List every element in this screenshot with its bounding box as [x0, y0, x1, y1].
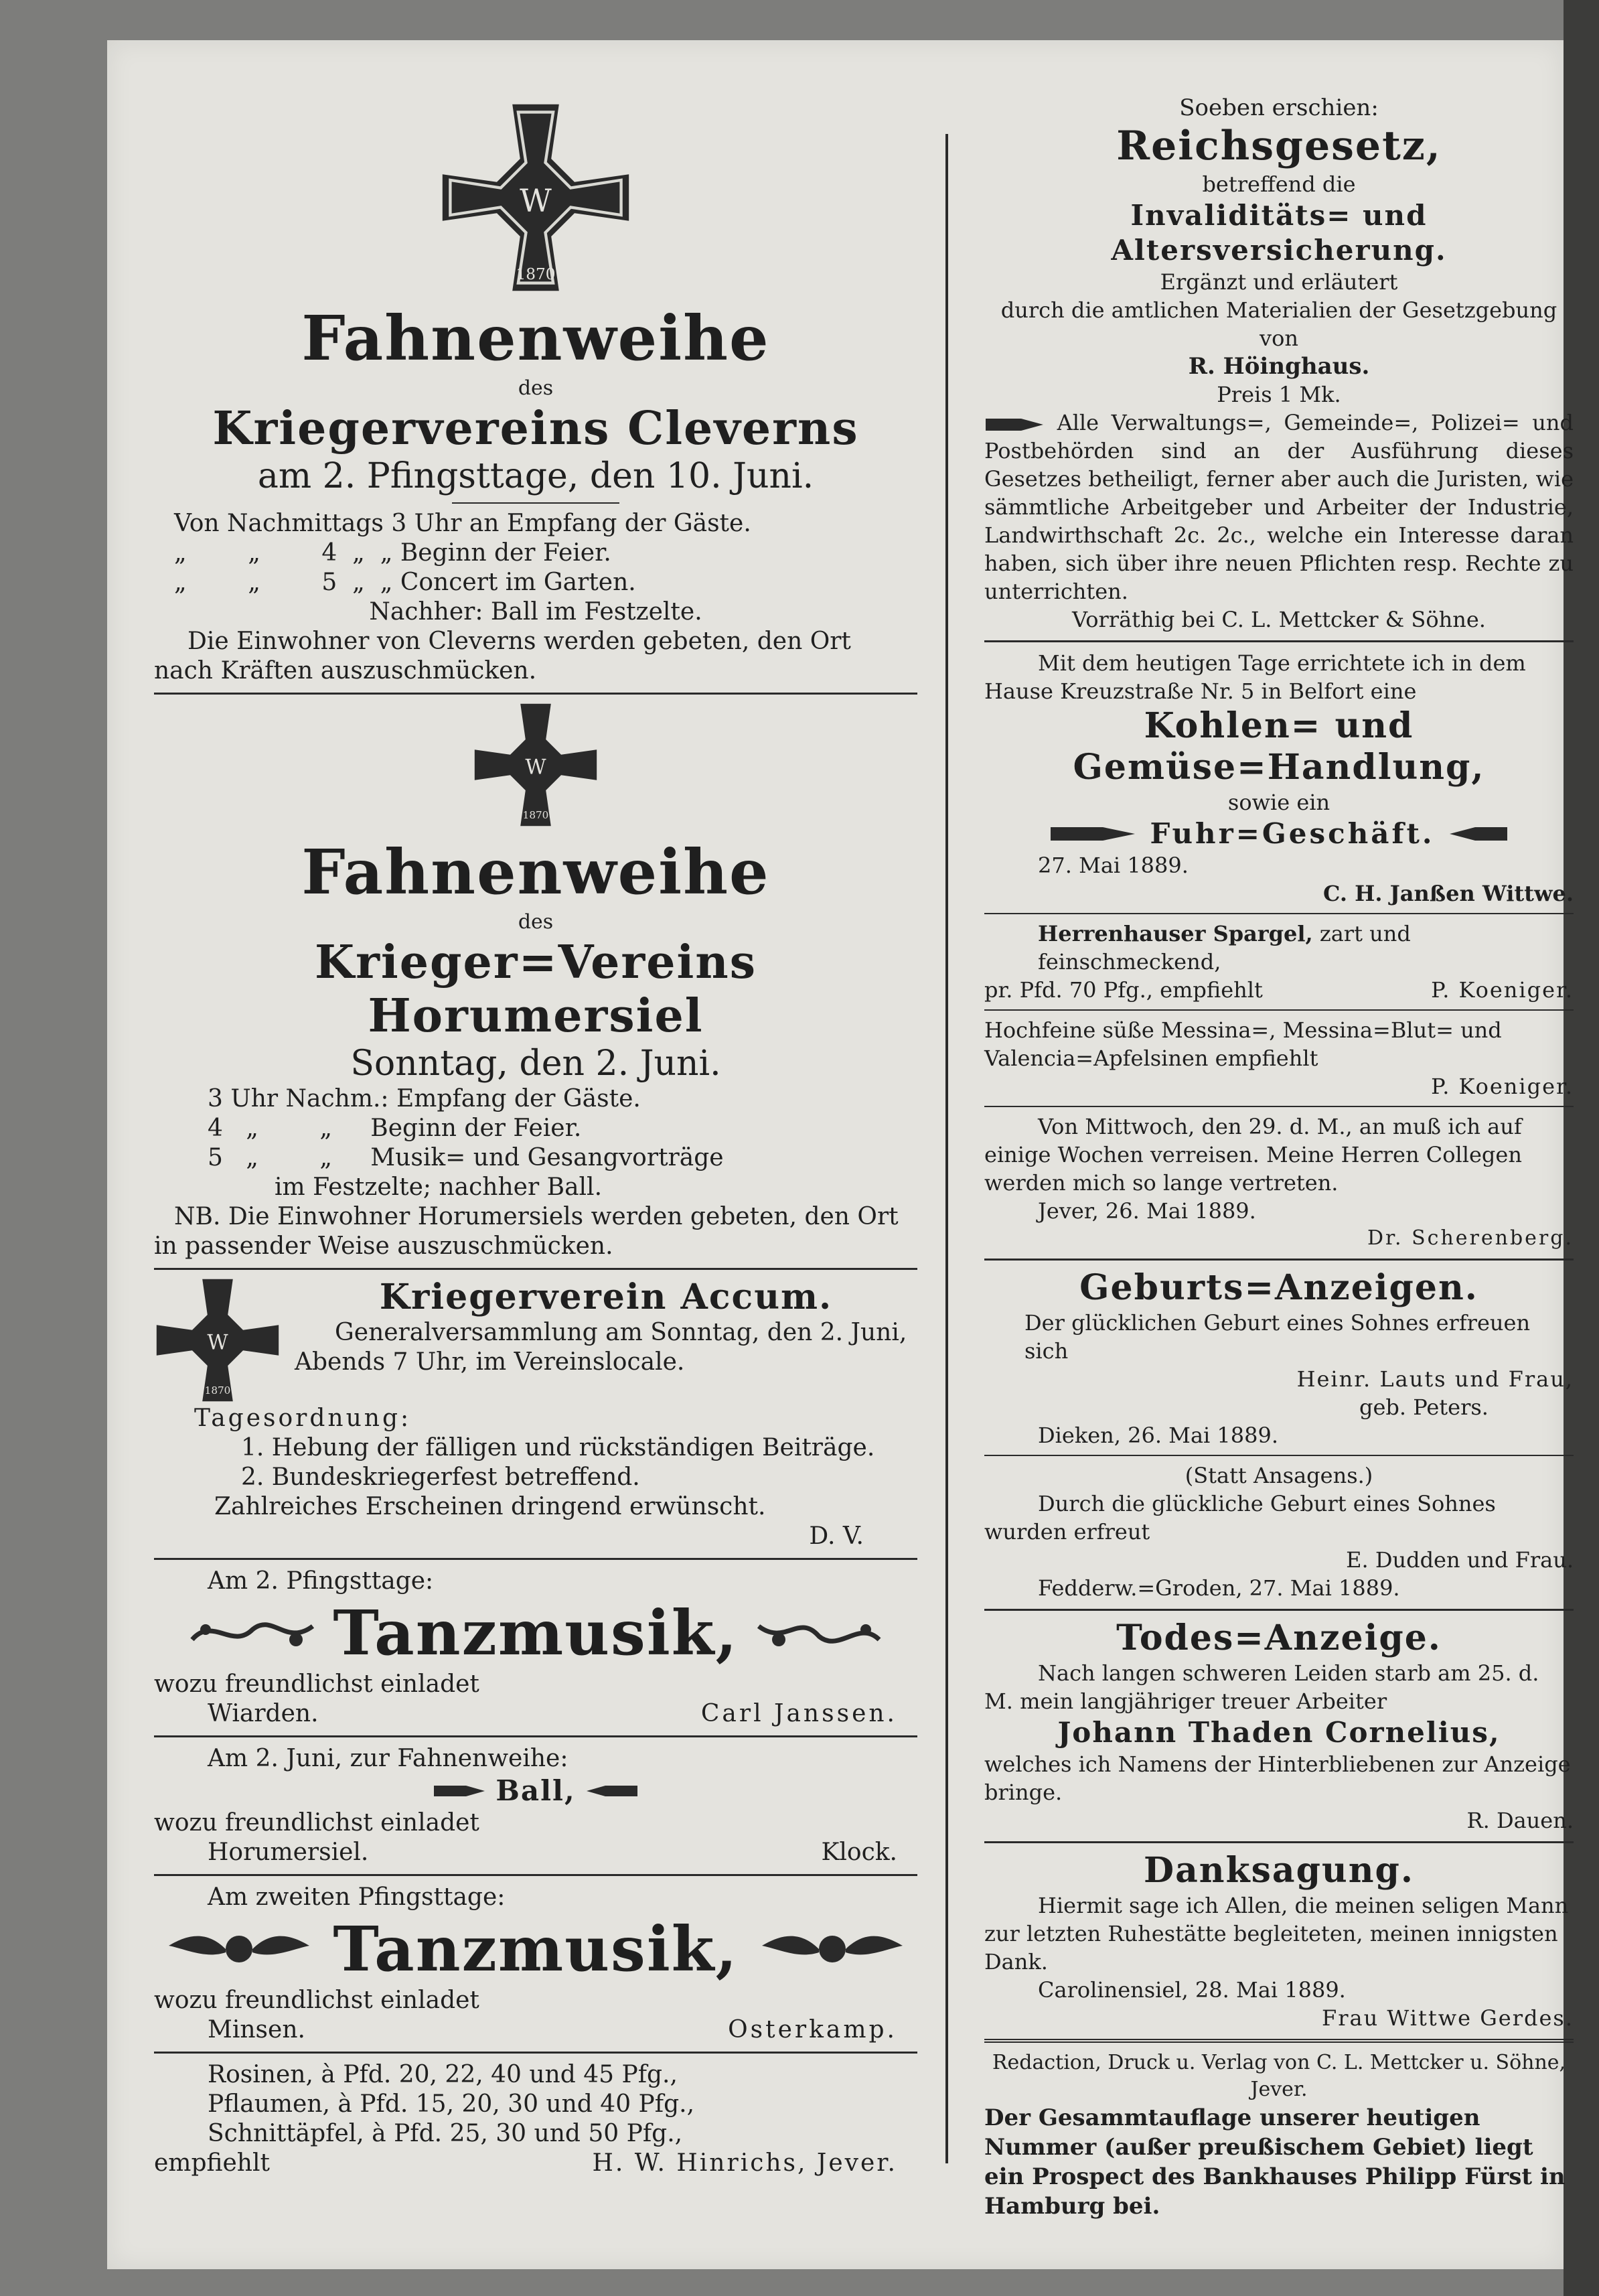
ad-intro: Mit dem heutigen Tage errichtete ich in dem Hause Kreuzstraße Nr. 5 in Belfort eine: [984, 650, 1526, 704]
imprint: Redaction, Druck u. Verlag von C. L. Mettcker u. Söhne, Jever.: [992, 2051, 1566, 2101]
ad-sign: P. Koeniger.: [1431, 1074, 1574, 1099]
ad-host: Klock.: [821, 1839, 897, 1866]
ad-title: Todes=Anzeige.: [1116, 1618, 1442, 1658]
ad-title: Geburts=Anzeigen.: [1079, 1267, 1478, 1308]
ad-title: Kohlen= und Gemüse=Handlung,: [1073, 705, 1485, 788]
iron-cross-icon: [154, 100, 917, 295]
ad-spargel: [984, 920, 1574, 1004]
divider: [984, 640, 1574, 642]
ad-note: Die Einwohner von Cleverns werden gebeten, den Ort nach Kräften auszuschmücken.: [154, 628, 851, 685]
winged-angel-icon: [759, 1922, 906, 1976]
svg-text:1870: 1870: [516, 265, 556, 283]
ad-title-row: [154, 1912, 917, 1986]
svg-text:W: W: [520, 182, 552, 219]
ad-sub: Fuhr=Geschäft.: [1150, 817, 1435, 850]
ad-body: Durch die glückliche Geburt eines Sohnes wurden erfreut: [984, 1491, 1496, 1545]
iron-cross-icon: [154, 1277, 281, 1404]
ad-statt-ansagens: [984, 1461, 1574, 1602]
ad-place: Wiarden.: [208, 1700, 319, 1727]
ad-sign: P. Koeniger.: [1431, 977, 1574, 1003]
ad-invite: wozu freundlichst einladet: [154, 1987, 479, 2014]
pointing-hand-icon: [984, 413, 1045, 436]
ad-title-row: [154, 1596, 917, 1670]
ad-body: Von Mittwoch, den 29. d. M., an muß ich auf einige Wochen verreisen. Meine Herren Collegen werden mich so lange vertreten.: [984, 1114, 1522, 1196]
schedule-line: „ „ 5 „ „ Concert im Garten.: [174, 569, 636, 596]
ad-date: Carolinensiel, 28. Mai 1889.: [1038, 1977, 1346, 2003]
ad-sign-row: [154, 1838, 917, 1867]
divider: [154, 1268, 917, 1270]
schedule-line: 4 „ „ Beginn der Feier.: [208, 1115, 582, 1142]
ad-head: Am 2. Pfingsttage:: [208, 1567, 434, 1595]
svg-text:1870: 1870: [204, 1384, 231, 1396]
ad-host: Carl Janssen.: [700, 1700, 897, 1727]
ad-tanzmusik-wiarden: [154, 1567, 917, 1729]
ad-body: Der glücklichen Geburt eines Sohnes erfreuen sich: [1024, 1310, 1531, 1364]
ad-body-text: Alle Verwaltungs=, Gemeinde=, Polizei= und Postbehörden sind an der Ausführung dieses Gesetzes betheiligt, ferner aber auch die Juristen, wie sämmtliche Arbeitgeber und Arbeiter der Industrie, Landwirthschaft 2c. 2c., welche ein Interesse daran haben, sich über ihre neuen Pflichten resp. Rechte zu unterrichten.: [984, 410, 1574, 604]
ad-head: Am 2. Juni, zur Fahnenweihe:: [208, 1745, 568, 1772]
ad-date: 27. Mai 1889.: [1038, 853, 1189, 878]
right-column: [984, 94, 1574, 2221]
ad-body: [984, 409, 1574, 605]
left-column: [154, 94, 917, 2178]
divider: [154, 1874, 917, 1876]
ad-invite: wozu freundlichst einladet: [154, 1670, 479, 1698]
pointing-hand-icon: [1448, 819, 1509, 849]
iron-cross-icon: [154, 701, 917, 829]
schedule-line: Von Nachmittags 3 Uhr an Empfang der Gäste.: [174, 510, 751, 537]
ad-note: NB. Die Einwohner Horumersiels werden gebeten, den Ort in passender Weise auszuschmücken.: [154, 1203, 899, 1260]
ad-kriegerverein-accum: [154, 1277, 917, 1551]
ad-fahnenweihe-horumersiel: [154, 701, 917, 1261]
pointing-hand-icon: [585, 1779, 639, 1803]
ad-head: (Statt Ansagens.): [1185, 1463, 1373, 1488]
ornament-icon: [185, 1609, 319, 1656]
divider: [984, 1455, 1574, 1456]
after-line: im Festzelte; nachher Ball.: [275, 1173, 603, 1201]
ad-invite: wozu freundlichst einladet: [154, 1809, 479, 1837]
ad-line-rest: zart und feinschmeckend,: [1038, 921, 1411, 975]
ad-sign-row: [154, 2149, 917, 2178]
svg-text:W: W: [525, 756, 546, 780]
ad-org: Krieger=Vereins Horumersiel: [314, 936, 757, 1043]
agenda-item: 1. Hebung der fälligen und rückständigen Beiträge.: [241, 1434, 875, 1461]
ad-stock: Vorräthig bei C. L. Mettcker & Söhne.: [1072, 607, 1486, 632]
svg-text:1870: 1870: [522, 808, 549, 821]
divider: [984, 1259, 1574, 1261]
ad-title: Tanzmusik,: [333, 1597, 739, 1669]
ad-sign: Frau Wittwe Gerdes.: [1322, 2005, 1574, 2031]
divider: [984, 913, 1574, 914]
ad-nee: geb. Peters.: [1359, 1394, 1489, 1420]
ad-fahnenweihe-clevens: [154, 100, 917, 686]
ad-title: Reichsgesetz,: [1116, 123, 1442, 169]
ad-des: des: [518, 376, 554, 400]
ad-date: Dieken, 26. Mai 1889.: [1038, 1423, 1279, 1448]
column-rule: [945, 134, 948, 2163]
schedule-line: 5 „ „ Musik= und Gesangvorträge: [208, 1144, 724, 1171]
winged-angel-icon: [165, 1922, 313, 1976]
ad-sign: R. Dauen.: [1466, 1808, 1574, 1833]
ad-kohlen-handlung: [984, 649, 1574, 908]
ad-sign: D. V.: [809, 1522, 864, 1550]
ad-line-bold: Herrenhauser Spargel,: [1038, 921, 1313, 946]
ad-subject: Invaliditäts= und Altersversicherung.: [1111, 199, 1447, 267]
ad-title-row: [154, 1774, 917, 1808]
ad-title: Fahnenweihe: [301, 836, 770, 908]
divider: [154, 693, 917, 695]
ad-names: Heinr. Lauts und Frau,: [1296, 1366, 1574, 1392]
ad-sub: betreffend die: [1202, 171, 1356, 197]
schedule-line: 3 Uhr Nachm.: Empfang der Gäste.: [208, 1085, 641, 1113]
ad-todes-anzeige: [984, 1618, 1574, 1835]
ad-sign-row: [154, 2015, 917, 2045]
ad-sign-row: [154, 1699, 917, 1729]
ad-header-row: [154, 1277, 917, 1404]
ad-price: Preis 1 Mk.: [1217, 382, 1341, 407]
ad-date: Fedderw.=Groden, 27. Mai 1889.: [1038, 1575, 1400, 1601]
ad-title: Fahnenweihe: [301, 302, 770, 374]
ad-desc: von: [1260, 326, 1298, 351]
ad-desc: Ergänzt und erläutert: [1160, 269, 1398, 295]
price-line: Schnittäpfel, à Pfd. 25, 30 und 50 Pfg.,: [208, 2120, 683, 2147]
ad-line: Hochfeine süße Messina=, Messina=Blut= und Valencia=Apfelsinen empfiehlt: [984, 1017, 1502, 1071]
ad-also: sowie ein: [1227, 790, 1330, 815]
ad-sign-row: [984, 976, 1574, 1004]
schedule-line: „ „ 4 „ „ Beginn der Feier.: [174, 539, 611, 567]
ad-line: [984, 920, 1574, 976]
ad-des: des: [518, 910, 554, 934]
divider: [154, 1735, 917, 1737]
ad-closing: empfiehlt: [154, 2149, 270, 2177]
ad-danksagung: [984, 1850, 1574, 2032]
ad-sign: C. H. Janßen Wittwe.: [1322, 881, 1574, 906]
ad-body: Hiermit sage ich Allen, die meinen seligen Mann zur letzten Ruhestätte begleiteten, meinen innigsten Dank.: [984, 1893, 1569, 1975]
ad-date: Sonntag, den 2. Juni.: [350, 1044, 721, 1084]
ad-intro: Generalversammlung am Sonntag, den 2. Juni, Abends 7 Uhr, im Vereinslocale.: [295, 1319, 907, 1376]
ad-closing: Zahlreiches Erscheinen dringend erwünscht.: [214, 1493, 766, 1520]
divider: [154, 1558, 917, 1560]
ad-body: welches ich Namens der Hinterbliebenen zur Anzeige bringe.: [984, 1751, 1571, 1805]
ad-title: Tanzmusik,: [333, 1913, 739, 1985]
ad-title: Ball,: [496, 1774, 576, 1807]
ad-apfelsinen: [984, 1016, 1574, 1100]
divider: [984, 1106, 1574, 1107]
divider: [452, 502, 619, 504]
ad-date: am 2. Pfingsttage, den 10. Juni.: [257, 456, 814, 496]
ad-head: Am zweiten Pfingsttage:: [208, 1883, 506, 1911]
ad-hinrichs: [154, 2060, 917, 2178]
ad-names: E. Dudden und Frau.: [1346, 1547, 1574, 1573]
ad-place: Minsen.: [208, 2016, 305, 2043]
ad-name: Johann Thaden Cornelius,: [1057, 1716, 1501, 1749]
ad-title: Kriegerverein Accum.: [379, 1277, 833, 1317]
ad-head: Soeben erschien:: [1179, 94, 1379, 121]
ad-body: Nach langen schweren Leiden starb am 25. d. M. mein langjähriger treuer Arbeiter: [984, 1660, 1539, 1714]
divider: [984, 1609, 1574, 1611]
ad-ball-horumersiel: [154, 1744, 917, 1867]
divider: [984, 2039, 1574, 2043]
divider: [154, 2052, 917, 2054]
ad-reichsgesetz: [984, 94, 1574, 634]
ad-line: pr. Pfd. 70 Pfg., empfiehlt: [984, 977, 1263, 1003]
divider: [984, 1009, 1574, 1011]
ad-desc: durch die amtlichen Materialien der Gesetzgebung: [1000, 297, 1557, 323]
agenda-label: Tagesordnung:: [194, 1405, 412, 1432]
agenda-item: 2. Bundeskriegerfest betreffend.: [241, 1463, 640, 1491]
ad-sub-row: [984, 816, 1574, 851]
price-line: Pflaumen, à Pfd. 15, 20, 30 und 40 Pfg.,: [208, 2090, 695, 2118]
ad-host: Osterkamp.: [728, 2016, 897, 2043]
price-line: Rosinen, à Pfd. 20, 22, 40 und 45 Pfg.,: [208, 2061, 678, 2088]
ad-title: Danksagung.: [1143, 1850, 1415, 1891]
svg-text:W: W: [207, 1331, 228, 1355]
ad-sign: H. W. Hinrichs, Jever.: [592, 2149, 897, 2177]
imprint-footer: [984, 2050, 1574, 2221]
pointing-hand-icon: [433, 1779, 486, 1803]
after-line: Nachher: Ball im Festzelte.: [369, 598, 702, 626]
ad-geburts-anzeigen: [984, 1267, 1574, 1449]
ornament-icon: [752, 1609, 886, 1656]
pointing-hand-icon: [1049, 819, 1136, 849]
ad-place: Horumersiel.: [208, 1839, 369, 1866]
ad-sign: Dr. Scherenberg.: [1367, 1226, 1574, 1250]
ad-org: Kriegervereins Cleverns: [212, 402, 859, 455]
ad-tanzmusik-minsen: [154, 1883, 917, 2045]
ad-author: R. Höinghaus.: [1188, 353, 1370, 380]
divider: [984, 1841, 1574, 1843]
prospect-notice: Der Gesammtauflage unserer heutigen Nummer (außer preußischem Gebiet) liegt ein Prospect des Bankhauses Philipp Fürst in Hamburg bei.: [984, 2104, 1566, 2220]
ad-scherenberg: [984, 1113, 1574, 1252]
ad-date: Jever, 26. Mai 1889.: [1038, 1198, 1256, 1224]
